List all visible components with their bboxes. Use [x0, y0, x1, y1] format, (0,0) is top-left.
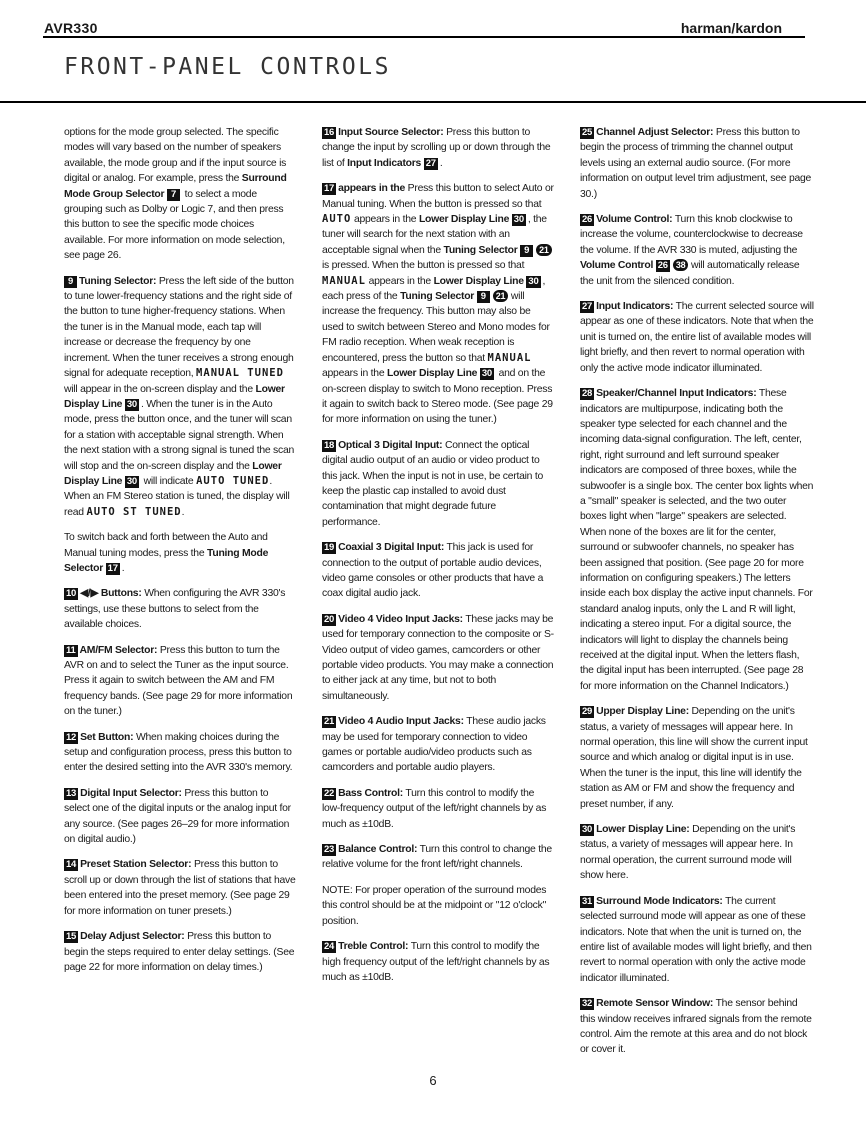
callout-number: 30 [481, 368, 492, 380]
callout-number: 17 [107, 562, 118, 574]
callout-number: 14 [66, 859, 77, 871]
callout-number: 30 [582, 824, 593, 836]
callout-number: 19 [324, 542, 335, 554]
callout-number: 25 [582, 127, 593, 138]
paragraph-17: 17 appears in the Press this button to select Auto or Manual tuning. When the button is pressed so that AUTO appears in the Lower Display Line 30 , the tuner will search for the next station with an acceptable signal when the Tuning Selector 9 21 is pressed. When the button is pressed so that MANUAL appears in the Lower Display Line 30 , each press of the Tuning Selector 9 21 will increase the frequency. This button may also be used to switch between Stereo and Mono modes for FM radio reception. When weak reception is encountered, press the button so that MANUAL appears in the Lower Display Line 30 and on the on-screen display to switch to Mono reception. Press it again to switch back to Stereo mode. (See page 29 for more information on using the tuner.) [322, 183, 554, 426]
header-rule [43, 36, 805, 38]
callout-number: 27 [425, 157, 436, 169]
paragraph-13: 13 Digital Input Selector: Press this button to select one of the digital inputs or the analog input for any source. (See pages 26–29 for more information on digital audio.) [64, 787, 291, 846]
column-3 [580, 125, 814, 1068]
paragraph-note: NOTE: For proper operation of the surround modes this control should be at the midpoint or "12 o'clock" position. [322, 884, 547, 927]
paragraph-23: 23 Balance Control: Turn this control to change the relative volume for the front left/right channels. [322, 844, 552, 871]
paragraph-28: 28 Speaker/Channel Input Indicators: These indicators are multipurpose, indicating both the speaker type selected for each channel and the incoming data-signal configuration. The left, center, right, right surround and left surround speaker indicators are composed of three boxes, while the subwoofer is a single box. The center box lights when a "small" speaker is selected, and the two outer boxes light when "large" speakers are selected. When none of the boxes are lit for the center, surround or subwoofer channels, no speaker has been assigned that position. (See page 20 for more information on configuring speakers.) The letters inside each box display the active input channels. For standard analog inputs, only the L and R will light, indicating a stereo input. For a digital source, the indicators will light to display the channels being received at the digital input. When the letters flash, the digital input has been interrupted. (See page 28 for more information on the Channel Indicators.) [580, 388, 814, 692]
model-name: AVR330 [44, 20, 98, 36]
paragraph-29: 29 Upper Display Line: Depending on the unit's status, a variety of messages will appear here. In normal operation, this line will show the current input source and which analog or digital input is in use. When the tuner is the input, this line will identify the station as AM or FM and show the frequency and preset number, if any. [580, 706, 808, 810]
paragraph-18: 18 Optical 3 Digital Input: Connect the optical digital audio output of an audio or video product to this jack. When the input is not in use, be certain to keep the plastic cap installed to avoid dust contamination that might degrade future performance. [322, 439, 543, 528]
paragraph-30: 30 Lower Display Line: Depending on the unit's status, a variety of messages will appear here. In normal operation, the current surround mode will show here. [580, 824, 796, 882]
brand-name: harman/kardon [680, 20, 782, 36]
paragraph-19: 19 Coaxial 3 Digital Input: This jack is used for connection to the output of portable audio devices, video game consoles or other products that have a coax digital audio jack. [322, 542, 544, 600]
callout-number: 30 [513, 214, 524, 226]
paragraph-15: 15 Delay Adjust Selector: Press this button to begin the steps required to enter delay settings. (See page 22 for more information on delay times.) [64, 931, 295, 973]
paragraph-10: 10 ◀/▶ Buttons: When configuring the AVR 330's settings, use these buttons to select from the available choices. [64, 588, 286, 631]
paragraph-9: 9 Tuning Selector: Press the left side of the button to tune lower-frequency stations and the right side of the button to tune higher-frequency stations. When the tuner is in the Manual mode, each tap will increase or decrease the frequency by one increment. When the tuner receives a strong enough signal for adequate reception, MANUAL TUNED will appear in the on-screen display and the Lower Display Line 30 . When the tuner is in the Auto mode, press the button once, and the tuner will scan for a station with acceptable signal strength. When the next station with a strong signal is tuned the scan will stop and the on-screen display and the Lower Display Line 30 will indicate AUTO TUNED. When an FM Stereo station is tuned, the display will read AUTO ST TUNED. [64, 275, 294, 518]
callout-number: 10 [66, 588, 77, 600]
callout-number: 28 [582, 388, 593, 400]
callout-remote-number: 21 [493, 290, 509, 302]
callout-number: 15 [66, 931, 77, 943]
callout-number: 12 [66, 731, 77, 743]
callout-number: 30 [126, 475, 137, 487]
title-rule [0, 101, 866, 103]
callout-number: 9 [64, 276, 77, 288]
paragraph-11: 11 AM/FM Selector: Press this button to turn the AVR on and to select the Tuner as the input source. Press it again to switch between the AM and FM frequency bands. (See page 29 for more information on the tuner.) [64, 644, 293, 718]
paragraph-22: 22 Bass Control: Turn this control to modify the low-frequency output of the left/right channels by as much as ±10dB. [322, 787, 547, 830]
callout-number: 7 [167, 189, 180, 201]
paragraph-27: 27 Input Indicators: The current selected source will appear as one of these indicators. Note that when the unit is turned on, the entire list of available modes will light briefly, and then revert to normal operation with only the active mode indicator illuminated. [580, 301, 814, 374]
column-2 [322, 125, 554, 995]
paragraph-9-tuning-mode: To switch back and forth between the Auto and Manual tuning modes, press the Tuning Mode Selector 17 . [64, 532, 269, 574]
callout-number: 32 [582, 998, 593, 1010]
callout-number: 23 [324, 844, 335, 856]
callout-number: 31 [582, 895, 593, 907]
page-number: 6 [429, 1073, 437, 1088]
callout-number: 21 [324, 716, 335, 728]
callout-number: 27 [582, 301, 593, 313]
callout-number: 22 [324, 787, 335, 799]
paragraph-14: 14 Preset Station Selector: Press this button to scroll up or down through the list of stations that have been entered into the preset memory. (See page 29 for more information on tuner presets.) [64, 859, 296, 917]
paragraph-32: 32 Remote Sensor Window: The sensor behind this window receives infrared signals from the remote control. Aim the remote at this area and do not block or cover it. [580, 998, 812, 1056]
callout-number: 29 [582, 706, 593, 718]
callout-remote-number: 21 [536, 244, 552, 256]
paragraph-24: 24 Treble Control: Turn this control to modify the high frequency output of the left/right channels by as much as ±10dB. [322, 941, 550, 983]
paragraph-31: 31 Surround Mode Indicators: The current selected surround mode will appear as one of these indicators. Note that when the unit is turned on, the entire list of available modes will light briefly, and then revert to normal operation with only the active mode indicator illuminated. [580, 895, 812, 984]
callout-number: 9 [477, 291, 490, 303]
callout-number: 11 [66, 644, 76, 656]
page-title: FRONT-PANEL CONTROLS [64, 54, 391, 80]
callout-number: 9 [520, 245, 533, 257]
paragraph-12: 12 Set Button: When making choices during the setup and configuration process, press this button to enter the desired setting into the AVR 330's memory. [64, 731, 293, 774]
callout-number: 26 [582, 214, 593, 226]
paragraph-16: 16 Input Source Selector: Press this button to change the input by scrolling up or down through the list of Input Indicators 27 . [322, 127, 551, 169]
paragraph-21: 21 Video 4 Audio Input Jacks: These audio jacks may be used for temporary connection to video games or portable audio/video products such as camcorders and portable audio players. [322, 716, 546, 774]
callout-number: 18 [324, 439, 335, 451]
callout-number: 24 [324, 941, 335, 953]
callout-number: 13 [66, 787, 77, 799]
callout-number: 20 [324, 613, 335, 625]
callout-remote-number: 38 [673, 259, 689, 271]
callout-number: 17 [324, 183, 335, 195]
callout-number: 30 [126, 398, 137, 410]
column-1 [64, 125, 296, 985]
paragraph-25: 25 Channel Adjust Selector: Press this button to begin the process of trimming the channel output levels using an external audio source. (For more information on output level trim adjustment, see page 30.) [580, 127, 812, 200]
callout-number: 26 [657, 260, 668, 272]
callout-number: 16 [324, 127, 335, 138]
callout-number: 30 [528, 275, 539, 287]
paragraph-intro: options for the mode group selected. The specific modes will vary based on the number of speakers available, the mode group and if the input source is digital or analog. For example, press the Surround Mode Group Selector 7 to select a mode grouping such as Dolby or Logic 7, and then press this button to see the specific mode choices available. For more information on mode selection, see page 26. [64, 127, 287, 262]
paragraph-26: 26 Volume Control: Turn this knob clockwise to increase the volume, counterclockwise to decrease the volume. If the AVR 330 is muted, adjusting the Volume Control 26 38 will automatically release the unit from the silenced condition. [580, 214, 803, 287]
paragraph-20: 20 Video 4 Video Input Jacks: These jacks may be used for temporary connection to the composite or S-Video output of video games, camcorders or other portable video products. You may make a connection to either jack at any time, but not to both simultaneously. [322, 613, 554, 702]
